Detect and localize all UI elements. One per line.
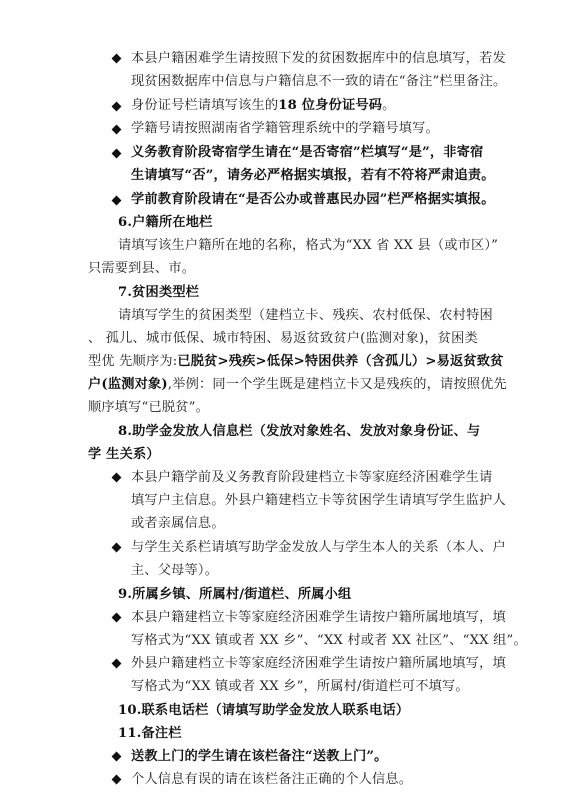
- paragraph-line: 、 孤儿、城市低保、城市特困、易返贫致贫户(监测对象)，贫困类: [88, 331, 478, 346]
- bullet-text: [131, 98, 396, 114]
- bullet-text-part: 。: [382, 98, 396, 113]
- bullet-text: 本县户籍困难学生请按照下发的贫困数据库中的信息填写，若发: [131, 51, 506, 66]
- paragraph-line: 请填写该生户籍所在地的名称，格式为“XX 省 XX 县（或市区）”: [118, 238, 499, 253]
- bullet-text: 外县户籍建档立卡等家庭经济困难学生请按户籍所属地填写，填: [131, 656, 506, 671]
- bullet-text-part: 身份证号栏请填写该生的: [131, 98, 279, 113]
- paragraph-line: [88, 377, 507, 393]
- diamond-bullet-icon: [112, 659, 122, 669]
- diamond-bullet-icon: [112, 775, 122, 785]
- diamond-bullet-icon: [112, 149, 122, 159]
- paragraph-bold: 已脱贫>残疾>低保>特困供养（含孤儿）>易返贫致贫: [177, 354, 504, 369]
- bullet-text: 学籍号请按照湖南省学籍管理系统中的学籍号填写。: [131, 121, 439, 136]
- bullet-text: 写格式为“XX 镇或者 XX 乡”、“XX 村或者 XX 社区”、“XX 组”。: [131, 633, 527, 648]
- section-heading: 学 生关系）: [88, 447, 160, 462]
- bullet-text: 写格式为“XX 镇或者 XX 乡”，所属村/街道栏可不填写。: [131, 679, 469, 694]
- bullet-text: 本县户籍学前及义务教育阶段建档立卡等家庭经济困难学生请: [131, 470, 493, 485]
- diamond-bullet-icon: [112, 543, 122, 553]
- diamond-bullet-icon: [112, 54, 122, 64]
- diamond-bullet-icon: [112, 613, 122, 623]
- paragraph-line: 只需要到县、市。: [88, 261, 196, 276]
- bullet-text: 填写户主信息。外县户籍建档立卡等贫困学生请填写学生监护人: [131, 493, 506, 508]
- section-heading: 10.联系电话栏（请填写助学金发放人联系电话）: [118, 703, 410, 718]
- paragraph-line: 顺序填写“已脱贫”。: [88, 400, 209, 415]
- bullet-text: 现贫困数据库中信息与户籍信息不一致的请在“备注”栏里备注。: [131, 74, 507, 89]
- bullet-text: 学前教育阶段请在“是否公办或普惠民办园”栏严格据实填报。: [131, 192, 495, 207]
- paragraph-part: ,举例：同一个学生既是建档立卡又是残疾的，请按照优先: [167, 377, 507, 392]
- section-heading: 6.户籍所在地栏: [118, 215, 213, 230]
- bullet-text: 个人信息有误的请在该栏备注正确的个人信息。: [131, 772, 413, 787]
- bullet-text: 本县户籍建档立卡等家庭经济困难学生请按户籍所属地填写，填: [131, 610, 506, 625]
- section-heading: 9.所属乡镇、所属村/街道栏、所属小组: [118, 587, 352, 602]
- bullet-text: 或者亲属信息。: [131, 516, 225, 531]
- bullet-text: 义务教育阶段寄宿学生请在“是否寄宿”栏填写“是”，非寄宿: [131, 145, 484, 160]
- bullet-text: 与学生关系栏请填写助学金发放人与学生本人的关系（本人、户: [131, 540, 506, 555]
- diamond-bullet-icon: [112, 125, 122, 135]
- diamond-bullet-icon: [112, 102, 122, 112]
- bullet-text: 送教上门的学生请在该栏备注“送教上门”。: [131, 749, 388, 764]
- section-heading: 11.备注栏: [118, 726, 182, 741]
- diamond-bullet-icon: [112, 196, 122, 206]
- bullet-text-bold: 18 位身份证号码: [278, 98, 383, 113]
- diamond-bullet-icon: [112, 473, 122, 483]
- paragraph-line: 请填写学生的贫困类型（建档立卡、残疾、农村低保、农村特困: [118, 308, 493, 323]
- section-heading: 7.贫困类型栏: [118, 285, 200, 300]
- paragraph-bold: 户(监测对象): [88, 377, 168, 392]
- section-heading: 8.助学金发放人信息栏（发放对象姓名、发放对象身份证、与: [118, 424, 481, 439]
- bullet-text: 生请填写“否”，请务必严格据实填报，若有不符将严肃追责。: [131, 168, 495, 183]
- paragraph-part: 型优 先顺序为:: [88, 354, 178, 369]
- bullet-text: 主、父母等）。: [131, 563, 219, 578]
- diamond-bullet-icon: [112, 752, 122, 762]
- paragraph-line: [88, 354, 504, 370]
